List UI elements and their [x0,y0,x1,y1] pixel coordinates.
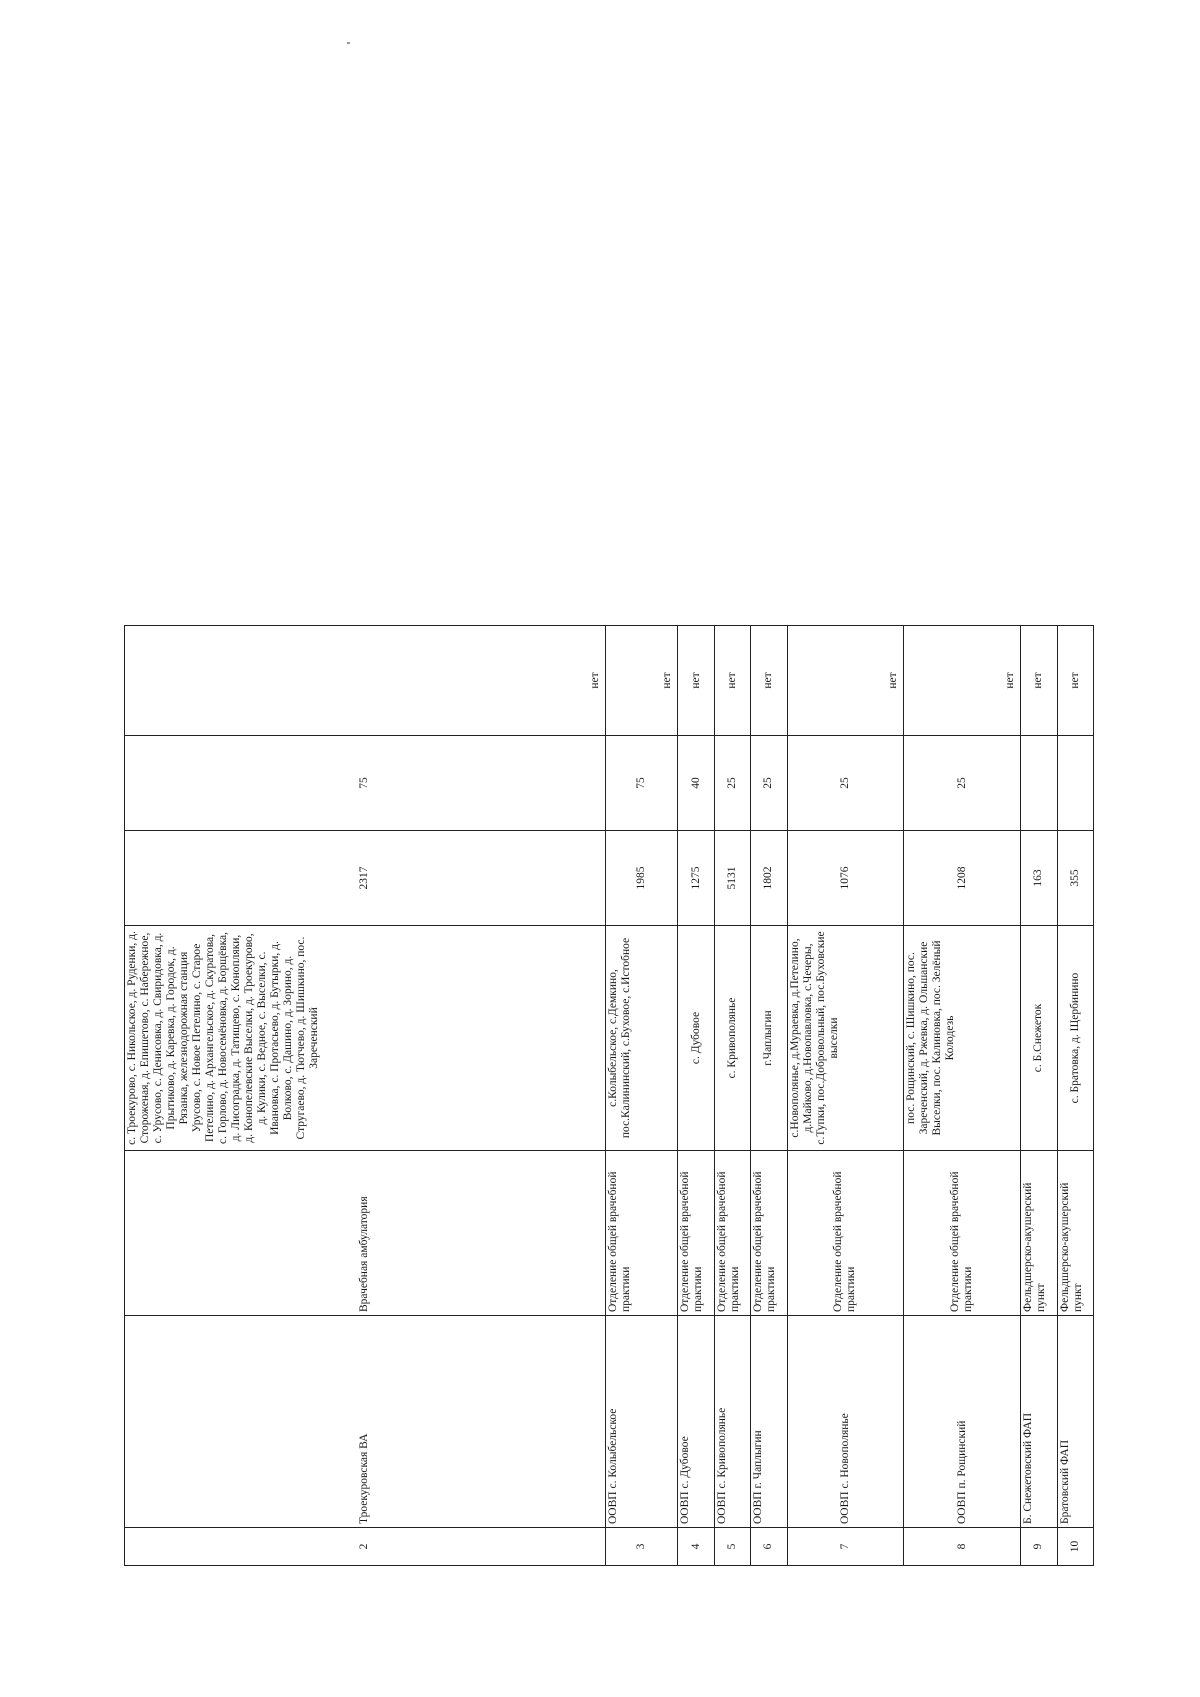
facility-name: ООВП г. Чаплыгин [751,1316,787,1528]
beds [1021,736,1057,831]
row-number: 10 [1057,1528,1093,1566]
facility-type: Отделение общей врачебной практики [751,1151,787,1316]
beds: 25 [751,736,787,831]
population: 1208 [904,831,1021,926]
settlements-served: с. Троекурово, с. Никольское, д. Руденки, д. Стороженая, д. Епишетово, с. Набережное, с. Урусово, с. Денисовка, д. Свиридовка, д. Прытиково, д. Каревка, д. Городок, д. Рязанка, железнодорожная станция Урусово, с. Новое Петелино, с. Старое Петелино, д. Архангельское, д. Скуратова, с. Горлово, д. Новосемёновка, д. Борщёвка, д. Лисоградка, д. Татищево, с. Конопляки, д. Конопелевские Выселки, д. Троекурово, д. Кулики, с. Ведное, с. Выселки, с. Ивановка, с. Протасьево, д. Бутырки, д. Волково, с. Дашино, д. Зорино, д. Стругаево, д. Тютчево, д. Шишкино, пос. Зареченский [125,926,606,1151]
facility-name: ООВП с. Новополянье [787,1316,904,1528]
facility-type: Отделение общей врачебной практики [678,1151,714,1316]
settlements-served: г.Чаплыгин [751,926,787,1151]
settlements-served: с. Братовка, д. Щербинино [1057,926,1093,1151]
table-row [904,626,1021,1566]
status-value: нет [714,626,750,736]
row-number: 8 [904,1528,1021,1566]
beds: 75 [605,736,678,831]
status-value: нет [125,626,606,736]
table-row [605,626,678,1566]
row-number: 4 [678,1528,714,1566]
population: 355 [1057,831,1093,926]
facility-type: Отделение общей врачебной практики [904,1151,1021,1316]
settlements-served: с.Новополянье, д.Мураевка, д.Петелино, д.Майково, д.Новопавловка, с.Чечеры, с.Тупки, пос.Добровольный, пос.Буховские выселки [787,926,904,1151]
row-number: 3 [605,1528,678,1566]
population: 1275 [678,831,714,926]
beds: 25 [904,736,1021,831]
facility-name: ООВП с. Дубовое [678,1316,714,1528]
status-value: нет [1057,626,1093,736]
facility-type: Фельдшерско-акушерский пункт [1057,1151,1093,1316]
settlements-served: с. Дубовое [678,926,714,1151]
facility-name: ООВП п. Рощинский [904,1316,1021,1528]
status-value: нет [904,626,1021,736]
population: 1985 [605,831,678,926]
facility-name: ООВП с. Кривополянье [714,1316,750,1528]
facilities-table-wrapper [124,626,1094,1566]
table-row [1057,626,1093,1566]
status-value: нет [751,626,787,736]
row-number: 5 [714,1528,750,1566]
beds [1057,736,1093,831]
beds: 25 [714,736,750,831]
status-value: нет [605,626,678,736]
facility-name: Троекуровская ВА [125,1316,606,1528]
beds: 40 [678,736,714,831]
beds: 25 [787,736,904,831]
row-number: 7 [787,1528,904,1566]
table-row [714,626,750,1566]
table-row [751,626,787,1566]
beds: 75 [125,736,606,831]
population: 1802 [751,831,787,926]
row-number: 9 [1021,1528,1057,1566]
population: 1076 [787,831,904,926]
population: 163 [1021,831,1057,926]
scan-speck [347,42,350,44]
facilities-table [124,625,1094,1566]
row-number: 6 [751,1528,787,1566]
settlements-served: пос. Рощинский, с. Шишкино, пос. Зареченский, д. Ржевка, д. Ольшанские Выселки, пос. Калиновка, пос. Зелёный Колодезь [904,926,1021,1151]
population: 2317 [125,831,606,926]
facility-type: Врачебная амбулатория [125,1151,606,1316]
table-row [678,626,714,1566]
settlements-served: с. Кривополянье [714,926,750,1151]
facility-type: Отделение общей врачебной практики [787,1151,904,1316]
facility-type: Отделение общей врачебной практики [605,1151,678,1316]
facility-type: Отделение общей врачебной практики [714,1151,750,1316]
settlements-served: с.Колыбельское, с.Демкино, пос.Калининский, с.Буховое, с.Истобное [605,926,678,1151]
table-row [1021,626,1057,1566]
table-row [125,626,606,1566]
facility-name: Б. Снежетовский ФАП [1021,1316,1057,1528]
row-number: 2 [125,1528,606,1566]
rotated-page-region [124,626,1094,1566]
facility-name: ООВП с. Колыбельское [605,1316,678,1528]
table-row [787,626,904,1566]
facility-type: Фельдшерско-акушерский пункт [1021,1151,1057,1316]
status-value: нет [787,626,904,736]
population: 5131 [714,831,750,926]
status-value: нет [678,626,714,736]
status-value: нет [1021,626,1057,736]
settlements-served: с. Б.Снежеток [1021,926,1057,1151]
facility-name: Братовский ФАП [1057,1316,1093,1528]
